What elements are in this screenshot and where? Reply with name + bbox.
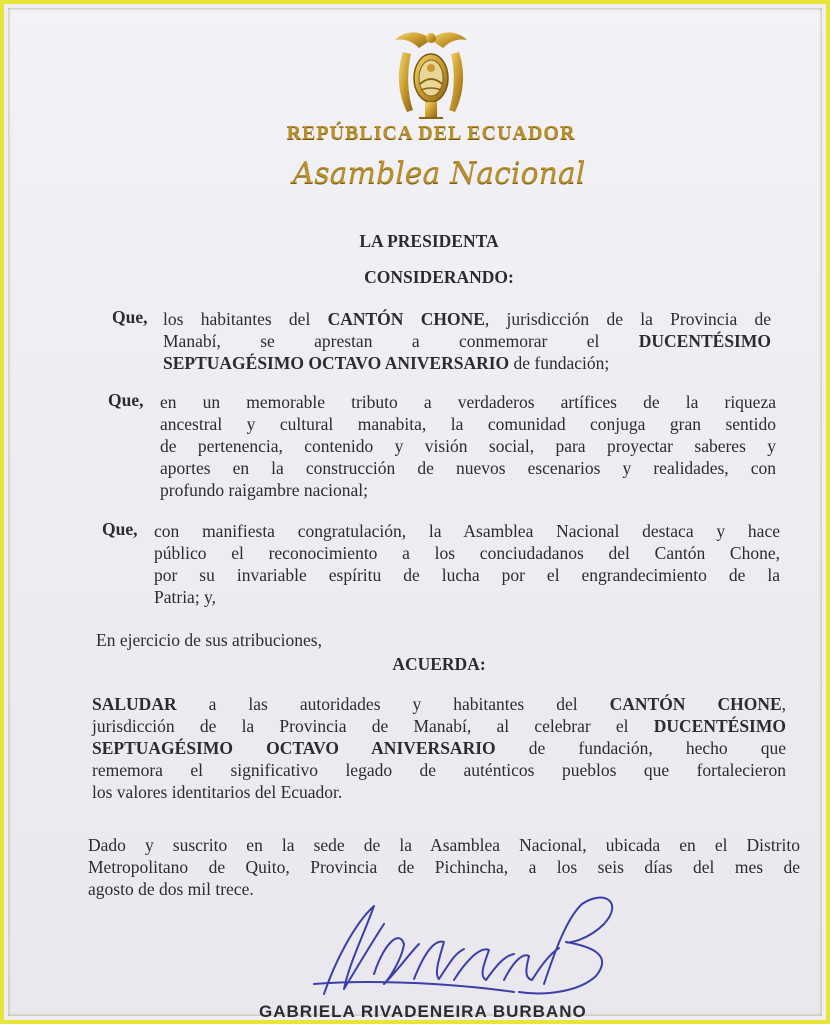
consideration-1 bbox=[163, 308, 771, 374]
text-line: SALUDAR a las autoridades y habitantes del CANTÓN CHONE, bbox=[92, 694, 786, 714]
text-line: aportes en la construcción de nuevos escenarios y realidades, con bbox=[160, 458, 776, 478]
que-label-1: Que, bbox=[112, 307, 148, 327]
que-label-2: Que, bbox=[108, 390, 144, 410]
header-assembly: Asamblea Nacional bbox=[292, 156, 586, 191]
text-line: rememora el significativo legado de auténticos pueblos que fortalecieron bbox=[92, 760, 786, 780]
text-line: en un memorable tributo a verdaderos artífices de la riqueza bbox=[160, 392, 776, 412]
text-line: por su invariable espíritu de lucha por el engrandecimiento de la bbox=[154, 565, 780, 585]
text-line: de pertenencia, contenido y visión social, para proyectar saberes y bbox=[160, 436, 776, 456]
text-line: agosto de dos mil trece. bbox=[88, 879, 254, 899]
handwritten-signature bbox=[304, 884, 634, 1014]
signer-name: GABRIELA RIVADENEIRA BURBANO bbox=[259, 1002, 587, 1021]
text-line: SEPTUAGÉSIMO OCTAVO ANIVERSARIO de fundación, hecho que bbox=[92, 738, 787, 758]
que-label-3: Que, bbox=[102, 519, 138, 539]
title-presidenta: LA PRESIDENTA bbox=[359, 231, 499, 251]
text-line: Metropolitano de Quito, Provincia de Pichincha, a los seis días del mes de bbox=[88, 857, 800, 877]
text-line: Manabí, se aprestan a conmemorar el DUCENTÉSIMO bbox=[163, 331, 771, 351]
resolution bbox=[92, 693, 786, 803]
ejercicio-text: En ejercicio de sus atribuciones, bbox=[96, 630, 322, 650]
text-line: SEPTUAGÉSIMO OCTAVO ANIVERSARIO de fundación; bbox=[163, 353, 610, 373]
title-considerando: CONSIDERANDO: bbox=[364, 267, 514, 287]
text-line: ancestral y cultural manabita, la comunidad conjuga gran sentido bbox=[160, 414, 776, 434]
text-line: público el reconocimiento a los conciudadanos del Cantón Chone, bbox=[154, 543, 780, 563]
text-line: jurisdicción de la Provincia de Manabí, al celebrar el DUCENTÉSIMO bbox=[92, 716, 786, 736]
header-republic: REPÚBLICA DEL ECUADOR bbox=[286, 122, 576, 144]
text-line: los habitantes del CANTÓN CHONE, jurisdicción de la Provincia de bbox=[163, 309, 771, 329]
text-line: los valores identitarios del Ecuador. bbox=[92, 782, 343, 802]
text-line: Patria; y, bbox=[154, 587, 217, 607]
coat-of-arms-seal bbox=[389, 26, 473, 122]
consideration-2 bbox=[160, 391, 776, 501]
text-line: profundo raigambre nacional; bbox=[160, 480, 368, 500]
title-acuerda: ACUERDA: bbox=[392, 654, 486, 674]
text-line: Dado y suscrito en la sede de la Asamblea Nacional, ubicada en el Distrito bbox=[88, 835, 800, 855]
text-line: con manifiesta congratulación, la Asamblea Nacional destaca y hace bbox=[154, 521, 780, 541]
consideration-3 bbox=[154, 520, 780, 608]
